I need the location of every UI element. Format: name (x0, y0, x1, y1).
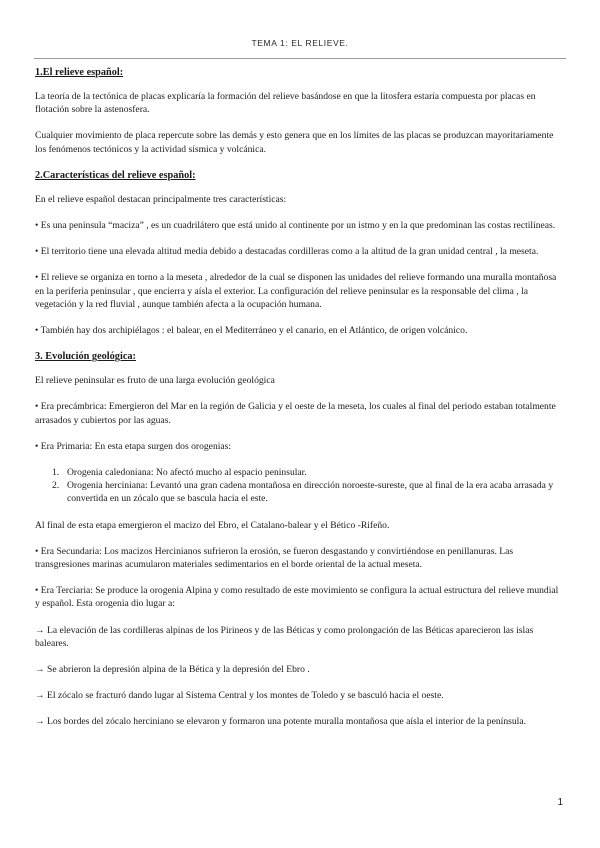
list-item (52, 479, 563, 505)
arrow-item-cordilleras-alpinas: → La elevación de las cordilleras alpinas de los Pirineos y de las Béticas y como prolongación de las Béticas aparecieron las islas baleares. (35, 624, 534, 649)
paragraph-final-primaria: Al final de esta etapa emergieron el macizo del Ebro, el Catalano-balear y el Bético -Rifeño. (35, 519, 390, 531)
section-heading-evolucion-geologica: 3. Evolución geológica: (35, 351, 136, 363)
arrow-item-bordes-zocalo: → Los bordes del zócalo herciniano se elevaron y formaron una potente muralla montañosa que aísla el interior de la península. (35, 716, 526, 728)
paragraph-tectonica: La teoría de la tectónica de placas explicaría la formación del relieve basándose en que la litosfera estaría compuesta por placas en flotación sobre la astenosfera. (35, 91, 536, 116)
list-item-number: 2. (52, 480, 60, 492)
bullet-altitud-media: • El territorio tiene una elevada altitud media debido a destacadas cordilleras como a la altitud de la gran unidad central , la meseta. (35, 246, 539, 258)
page-number: 1 (557, 797, 563, 808)
document-body (35, 66, 563, 729)
orogenias-list (35, 466, 563, 506)
bullet-peninsula-maciza: • Es una península “maciza” , es un cuadrilátero que está unido al continente por un istmo y en la que predominan las costas rectilíneas. (35, 220, 556, 232)
paragraph-evolucion-intro: El relieve peninsular es fruto de una larga evolución geológica (35, 375, 275, 387)
paragraph-caracteristicas-intro: En el relieve español destacan principalmente tres características: (35, 193, 287, 205)
header-divider (34, 58, 566, 59)
bullet-era-secundaria: • Era Secundaria: Los macizos Hercinianos sufrieron la erosión, se fueron desgastando y convirtiéndose en penillanuras. Las transgresiones marinas acumularon materiales sedimentarios en el borde oriental de la actual meseta. (35, 545, 514, 571)
arrow-item-zocalo-fracturado: → El zócalo se fracturó dando lugar al Sistema Central y los montes de Toledo y se basculó hacia el oeste. (35, 690, 444, 702)
section-heading-relieve-espanol: 1.El relieve español: (35, 67, 124, 78)
list-item-text: Orogenia caledoniana: No afectó mucho al espacio peninsular. (67, 467, 307, 479)
paragraph-movimiento-placa: Cualquier movimiento de placa repercute sobre las demás y esto genera que en los límites de las placas se produzcan mayoritariamente los fenómenos tectónicos y la actividad sísmica y volcánica. (35, 130, 554, 155)
bullet-era-terciaria: • Era Terciaria: Se produce la orogenia Alpina y como resultado de este movimiento se configura la actual estructura del relieve mundial y español. Esta orogenia dio lugar a: (35, 585, 559, 610)
list-item (52, 466, 563, 479)
arrow-item-depresiones: → Se abrieron la depresión alpina de la Bética y la depresión del Ebro . (35, 664, 310, 676)
list-item-text: Orogenia herciniana: Levantó una gran cadena montañosa en dirección noroeste-sureste, que al final de la era acaba arrasada y convertida en un zócalo que se bascula hacia el este. (67, 480, 554, 505)
section-heading-caracteristicas: 2.Características del relieve español: (35, 169, 196, 181)
bullet-era-precambrica: • Era precámbrica: Emergieron del Mar en la región de Galicia y el oeste de la meseta, los cuales al final del periodo estaban totalmente arrasados y cubiertos por las aguas. (35, 401, 556, 426)
page-header-title: TEMA 1: EL RELIEVE. (251, 38, 349, 48)
bullet-era-primaria: • Era Primaria: En esta etapa surgen dos orogenias: (35, 440, 232, 452)
list-item-number: 1. (52, 467, 60, 479)
bullet-archipielagos: • También hay dos archipiélagos : el balear, en el Mediterráneo y el canario, en el Atlántico, de origen volcánico. (35, 325, 468, 337)
bullet-organizacion-meseta: • El relieve se organiza en torno a la meseta , alrededor de la cual se disponen las unidades del relieve formando una muralla montañosa en la periferia peninsular , que encierra y aísla el exterior. La configuración del relieve peninsular es la responsable del clima , la vegetación y la red fluvial , aunque también afecta a la ocupación humana. (35, 272, 557, 310)
